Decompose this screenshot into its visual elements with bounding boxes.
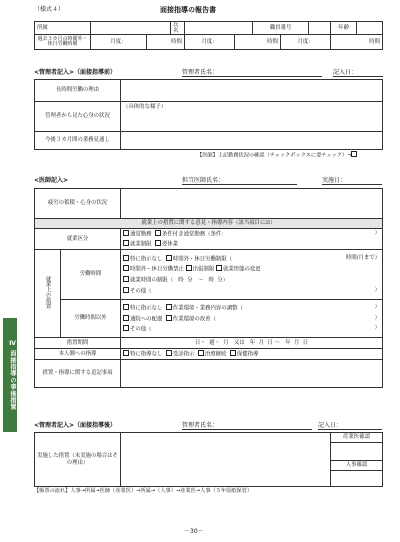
measures-label: 就業上の措置 — [44, 276, 51, 309]
page-title: 面接指導の報告書 — [160, 6, 216, 14]
env-improve-label: 作業環境の改善（ — [172, 316, 216, 323]
affiliation-field[interactable] — [91, 22, 171, 35]
work-style-change-checkbox[interactable] — [216, 265, 222, 271]
consult-checkbox[interactable] — [166, 350, 172, 356]
month1-label: 月度： — [91, 35, 147, 50]
section3-manager-name[interactable] — [182, 422, 312, 430]
form-number: （様式４） — [34, 6, 65, 13]
section3-manager-name-label: 管理者氏名： — [182, 422, 219, 429]
affiliation-label: 所属 — [35, 22, 91, 35]
section3-heading: <管理者記入>（面接指導後） — [34, 422, 117, 429]
overtime-limit-label: 時間外・休日労働制限（ — [172, 256, 233, 263]
other-no-instruction-label: 特に指示なし — [130, 305, 163, 312]
hours-limit-hour1: 時 — [178, 277, 184, 284]
hr-check-stamp[interactable] — [331, 471, 383, 487]
doctor-name-field[interactable] — [182, 177, 297, 185]
age-label: 年齢 — [331, 22, 357, 35]
doctor-name-label: 担当医師氏名： — [182, 177, 225, 184]
exam-date-label: 実施日： — [322, 177, 347, 184]
fatigue-label: 疲労の蓄積・心身の状況 — [35, 189, 121, 219]
hours3-label: 時間 — [331, 35, 383, 50]
doctor-check-note — [197, 151, 358, 159]
section3-table — [34, 432, 383, 487]
section3-entry-date-label: 記入日： — [318, 422, 343, 429]
work-adjust-label: 作業環境・業務内容の調整（ — [172, 305, 243, 312]
section1-manager-name[interactable] — [182, 69, 322, 77]
labor-no-instruction-checkbox[interactable] — [123, 255, 129, 261]
name-field[interactable] — [185, 22, 253, 35]
matters-field[interactable] — [121, 360, 383, 388]
name-label: 氏名 — [171, 22, 185, 35]
work-category-label: 就業区分 — [35, 229, 121, 250]
opinion-header: 就業上の措置に関する意見・指導内容（該当項目に☑） — [35, 219, 383, 229]
section3-entry-date[interactable] — [318, 422, 382, 430]
consult-label: 受診指示 — [172, 351, 195, 358]
restricted-work-checkbox[interactable] — [123, 240, 129, 246]
normal-work-checkbox[interactable] — [123, 230, 129, 236]
doctor-check-checkbox[interactable] — [351, 151, 357, 157]
person-no-guidance-checkbox[interactable] — [123, 350, 129, 356]
occupational-doctor-label: 産業医確認 — [331, 433, 383, 443]
health-guidance-checkbox[interactable] — [230, 350, 236, 356]
employee-info-table — [34, 21, 383, 50]
condition-label: 管理者から見た心身の状況 — [35, 102, 121, 132]
fatigue-field[interactable] — [121, 189, 383, 219]
hours1-label: 時間 — [147, 35, 185, 50]
hospital-visit-label: 通院への配慮 — [130, 316, 163, 323]
overtime-ban-checkbox[interactable] — [123, 265, 129, 271]
person-no-guidance-label: 特に指導なし — [130, 351, 163, 358]
chapter-side-tab: Ⅳ 面接指導の事後措置 — [3, 318, 17, 432]
restricted-work-label: 就業制限 — [130, 241, 152, 248]
specific-note: （具体的な様子） — [123, 104, 167, 110]
period-end-year: 年 — [285, 339, 291, 346]
normal-work-label: 通常勤務 — [130, 231, 152, 238]
work-style-change-label: 就業形態の変更 — [222, 266, 261, 273]
conditional-work-label: 条件付き通常勤務（条件： — [162, 231, 227, 238]
period-month: 月 — [223, 339, 229, 346]
overtime-limit-unit: 時間/月まで） — [345, 254, 380, 261]
period-label: 措置期間 — [35, 338, 121, 349]
reason-label: 長時間労働の理由 — [35, 80, 121, 102]
labor-no-instruction-label: 特に指示なし — [130, 256, 163, 263]
for-person-options — [121, 349, 383, 360]
employee-no-field[interactable] — [309, 22, 331, 35]
conditional-work-checkbox[interactable] — [155, 230, 161, 236]
health-guidance-label: 保健指導 — [236, 351, 259, 358]
period-start-month: 月 — [258, 339, 265, 346]
labor-other-checkbox[interactable] — [123, 287, 129, 293]
env-improve-checkbox[interactable] — [166, 315, 172, 321]
manager-name-label: 管理者氏名： — [182, 69, 219, 76]
overtime-ban-label: 時間外・休日労働禁止 — [130, 266, 184, 273]
other-than-labor-label: 労働時間以外 — [61, 300, 121, 338]
period-field[interactable] — [121, 338, 383, 349]
period-or: 又は — [233, 339, 245, 346]
hours-limit-minute1: 分 〜 — [187, 277, 204, 284]
implemented-field[interactable] — [121, 433, 331, 487]
hospital-visit-checkbox[interactable] — [123, 315, 129, 321]
work-category-options: 通常勤務 条件付き通常勤務（条件： ） 就業制限 要休業 — [121, 229, 383, 250]
hours-limit-minute2: 分） — [217, 277, 229, 284]
overtime-label: 過去３カ月の時間外・休日労働時間 — [35, 35, 91, 50]
doctor-check-text: 【医師】上記勤務状況の確認（チェックボックスに要チェック）→ — [197, 152, 352, 159]
other-other-label: その他（ — [130, 326, 152, 333]
flow-note: 【帳票の流れ】人事→所属→医師（産業医）→所属→（人事）→産業医→人事（５年原紙保管） — [34, 488, 253, 494]
condition-field[interactable] — [121, 102, 383, 132]
outlook-label: 今後３カ月間の業務見通し — [35, 132, 121, 150]
reason-field[interactable] — [121, 80, 383, 102]
hr-check-label: 人事確認 — [331, 461, 383, 471]
period-end-month: 月 — [293, 339, 300, 346]
hours2-label: 時間 — [235, 35, 281, 50]
period-start-day: 日 〜 — [267, 339, 280, 346]
period-start-year: 年 — [249, 339, 256, 346]
work-adjust-checkbox[interactable] — [166, 304, 172, 310]
overtime-limit-checkbox[interactable] — [166, 255, 172, 261]
labor-time-label: 労働時間 — [61, 250, 121, 300]
section1-table — [34, 79, 383, 150]
hours-limit-checkbox[interactable] — [123, 276, 129, 282]
exam-date-field[interactable] — [322, 177, 382, 185]
measures-label-cell — [35, 250, 61, 338]
labor-time-options: 特に指示なし 時間外・休日労働制限（ 時間/月まで） 時間外・休日労働禁止 出張制限 就業形態の変更 就業時間の制限（ 時 分 〜 時 分） その他（ ） — [121, 250, 383, 300]
treatment-label: 治療継続 — [204, 351, 227, 358]
period-day: 日・ — [194, 339, 206, 346]
travel-limit-label: 出張制限 — [192, 266, 215, 273]
hours-limit-label: 就業時間の制限（ — [130, 277, 174, 284]
other-other-checkbox[interactable] — [123, 325, 129, 331]
implemented-label: 実施した措置（未実施の場合はその理由） — [35, 433, 121, 487]
other-than-labor-options: 特に指示なし 作業環境・業務内容の調整（ ） 通院への配慮 作業環境の改善（ ） その他（ ） — [121, 300, 383, 338]
employee-no-label: 職員番号 — [253, 22, 309, 35]
section2-heading: <医師記入> — [34, 177, 69, 184]
page-number: －30－ — [184, 528, 204, 535]
section1-entry-date[interactable] — [333, 69, 383, 77]
month3-label: 月度： — [281, 35, 331, 50]
travel-limit-checkbox[interactable] — [186, 265, 192, 271]
matters-label: 措置・指導に関する追記事項 — [35, 360, 121, 388]
occupational-doctor-stamp[interactable] — [331, 443, 383, 461]
entry-date-label: 記入日： — [333, 69, 358, 76]
section2-table — [34, 188, 383, 388]
leave-checkbox[interactable] — [155, 240, 161, 246]
section1-heading: <管理者記入>（面接指導前） — [34, 69, 117, 76]
period-end-day: 日 — [302, 339, 309, 346]
treatment-checkbox[interactable] — [198, 350, 204, 356]
for-person-label: 本人側への指導 — [35, 349, 121, 360]
leave-label: 要休業 — [162, 241, 179, 248]
hours-limit-hour2: 時 — [208, 277, 214, 284]
labor-other-label: その他（ — [130, 288, 152, 295]
period-week: 週・ — [209, 339, 220, 346]
other-no-instruction-checkbox[interactable] — [123, 304, 129, 310]
age-field[interactable] — [357, 22, 383, 35]
outlook-field[interactable] — [121, 132, 383, 150]
month2-label: 月度： — [185, 35, 235, 50]
